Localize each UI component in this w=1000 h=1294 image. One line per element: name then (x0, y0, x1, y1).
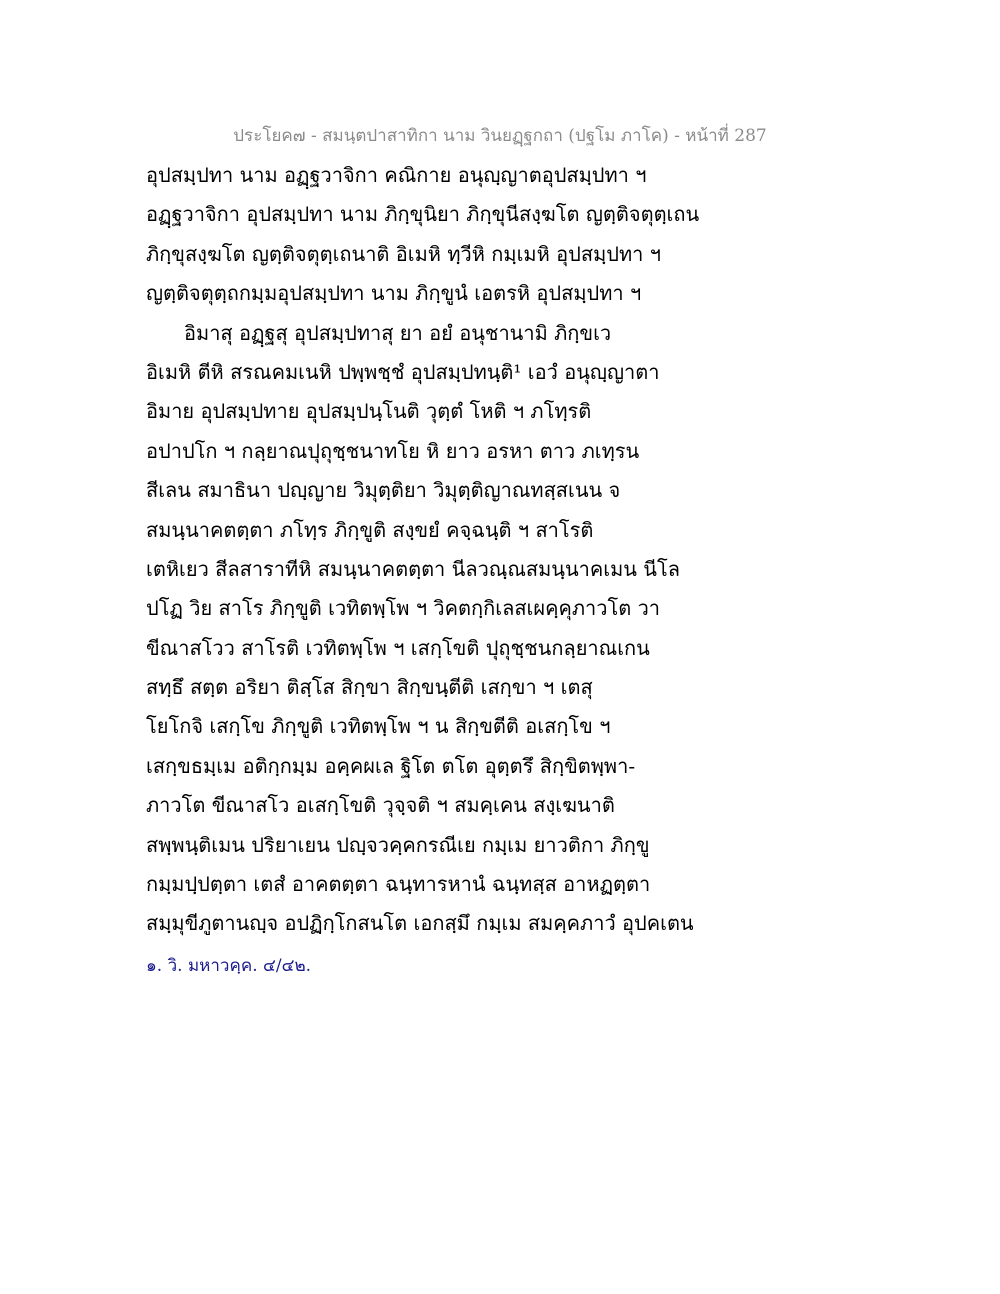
text-line: ภิกฺขุสงฺฆโต ญตฺติจตุตฺเถนาติ อิเมหิ ทฺวีหิ กมฺเมหิ อุปสมฺปทา ฯ (146, 241, 661, 266)
text-line: เสกฺขธมฺเม อติกฺกมฺม อคฺคผเล ฐิโต ตโต อุตฺตรึ สิกฺขิตพฺพา- (146, 753, 636, 778)
text-line: ภาวโต ขีณาสโว อเสกฺโขติ วุจฺจติ ฯ สมคฺเคน สงฺเฆนาติ (146, 793, 615, 818)
paragraph-start-line: อิมาสุ อฏฺฐสุ อุปสมฺปทาสุ ยา อยํ อนุชานามิ ภิกฺขเว (184, 320, 612, 345)
text-line: สมฺมุขีภูตานญฺจ อปฏิกฺโกสนโต เอกสฺมึ กมฺเม สมคฺคภาวํ อุปคเตน (146, 911, 694, 936)
text-line: อปาปโก ฯ กลฺยาณปุถุชฺชนาทโย หิ ยาว อรหา ตาว ภเทฺรน (146, 438, 640, 463)
text-line: โยโกจิ เสกฺโข ภิกฺขูติ เวทิตพฺโพ ฯ น สิกฺขตีติ อเสกฺโข ฯ (146, 714, 611, 739)
text-line: สพฺพนฺติเมน ปริยาเยน ปญฺจวคฺคกรณีเย กมฺเม ยาวติกา ภิกฺขู (146, 832, 650, 857)
text-line: อิเมหิ ตีหิ สรณคมเนหิ ปพฺพชฺชํ อุปสมฺปทนฺติ¹ เอวํ อนุญฺญาตา (146, 359, 660, 384)
text-line: ญตฺติจตุตฺถกมฺมอุปสมฺปทา นาม ภิกฺขูนํ เอตรหิ อุปสมฺปทา ฯ (146, 281, 642, 306)
text-line: อฏฺฐวาจิกา อุปสมฺปทา นาม ภิกฺขุนิยา ภิกฺขุนีสงฺฆโต ญตฺติจตุตฺเถน (146, 202, 700, 227)
running-header: ประโยค๗ - สมนฺตปาสาทิกา นาม วินยฏฺฐกถา (ปฐโม ภาโค) - หน้าที่ 287 (233, 126, 767, 146)
text-line: อุปสมฺปทา นาม อฏฺฐวาจิกา คณิกาย อนุญฺญาตอุปสมฺปทา ฯ (146, 163, 647, 187)
body-text (146, 156, 706, 944)
text-line: ปโฏ วิย สาโร ภิกฺขูติ เวทิตพฺโพ ฯ วิคตกฺกิเลสเผคฺคุภาวโต วา (146, 596, 661, 621)
text-line: สีเลน สมาธินา ปญฺญาย วิมุตฺติยา วิมุตฺติญาณทสฺสเนน จ (146, 478, 621, 503)
text-line: กมฺมปฺปตฺตา เตสํ อาคตตฺตา ฉนฺทารหานํ ฉนฺทสฺส อาหฏตฺตา (146, 872, 651, 897)
text-line: เตหิเยว สีลสาราทีหิ สมนฺนาคตตฺตา นีลวณฺณสมนฺนาคเมน นีโล (146, 556, 680, 581)
text-line: ขีณาสโวว สาโรติ เวทิตพฺโพ ฯ เสกฺโขติ ปุถุชฺชนกลฺยาณเกน (146, 635, 650, 660)
text-line: สมนฺนาคตตฺตา ภโทฺร ภิกฺขูติ สงฺขยํ คจฺฉนฺติ ฯ สาโรติ (146, 517, 594, 542)
text-line: อิมาย อุปสมฺปทาย อุปสมฺปนฺโนติ วุตฺตํ โหติ ฯ ภโทฺรติ (146, 399, 592, 424)
footnote: ๑. วิ. มหาวคฺค. ๔/๔๒. (146, 956, 312, 976)
text-line: สทฺธึ สตฺต อริยา ติสฺโส สิกฺขา สิกฺขนฺตีติ เสกฺขา ฯ เตสุ (146, 675, 593, 700)
